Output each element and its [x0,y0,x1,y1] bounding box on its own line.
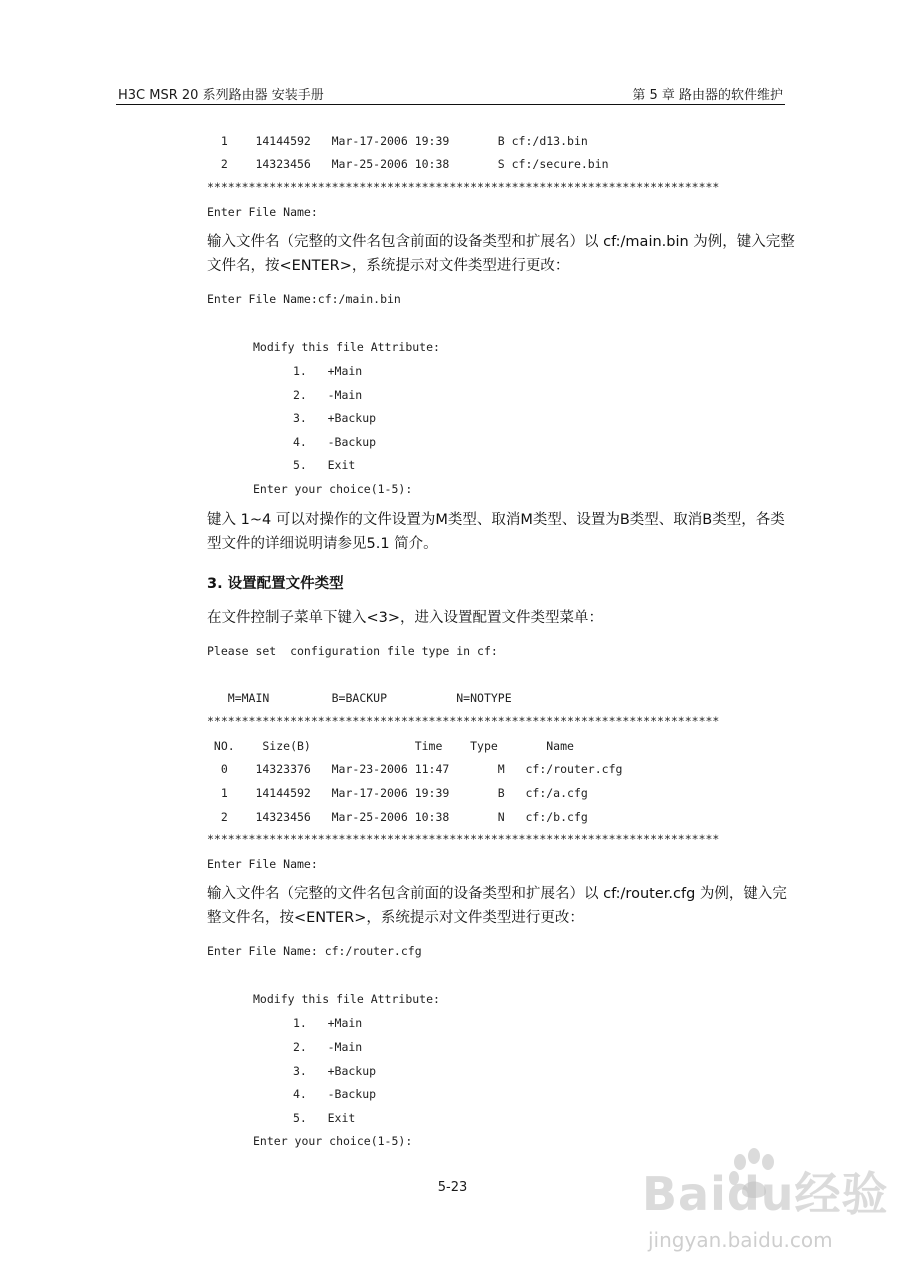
menu-item: 1. +Main [293,1016,363,1030]
star-separator: ************************************************************************** [207,714,720,728]
section-heading: 3. 设置配置文件类型 [207,576,344,592]
table-row: 0 14323376 Mar-23-2006 11:47 M cf:/router.cfg [207,762,623,776]
watermark-url: jingyan.baidu.com [648,1228,833,1252]
paragraph-2: 键入 1~4 可以对操作的文件设置为M类型、取消M类型、设置为B类型、取消B类型，各类型文件的详细说明请参见5.1 简介。 [207,512,785,552]
menu-choice-prompt: Enter your choice(1-5): [253,1134,413,1148]
menu-item: 4. -Backup [293,1087,377,1101]
table-row: 1 14144592 Mar-17-2006 19:39 B cf:/a.cfg [207,786,588,800]
enter-file-input-2: Enter File Name: cf:/router.cfg [207,944,422,958]
menu-title: Modify this file Attribute: [253,340,440,354]
enter-file-prompt: Enter File Name: [207,857,318,871]
star-separator: ************************************************************************** [207,180,720,194]
baidu-watermark [630,1140,890,1270]
star-separator: ************************************************************************** [207,832,720,846]
menu-item: 1. +Main [293,364,363,378]
menu-choice-prompt: Enter your choice(1-5): [253,482,413,496]
menu-title: Modify this file Attribute: [253,992,440,1006]
file-row: 2 14323456 Mar-25-2006 10:38 S cf:/secure.bin [207,157,609,171]
header-right: 第 5 章 路由器的软件维护 [632,88,783,103]
config-type-title: Please set configuration file type in cf: [207,644,498,658]
paragraph-3: 在文件控制子菜单下键入<3>，进入设置配置文件类型菜单： [207,610,604,626]
watermark-logo-text: Baidu经验 [642,1167,889,1221]
header-rule [116,104,785,105]
menu-item: 3. +Backup [293,1064,377,1078]
enter-file-input-1: Enter File Name:cf:/main.bin [207,292,401,306]
page-number: 5-23 [437,1180,468,1195]
file-row: 1 14144592 Mar-17-2006 19:39 B cf:/d13.bin [207,134,588,148]
enter-file-prompt: Enter File Name: [207,205,318,219]
header-left: H3C MSR 20 系列路由器 安装手册 [118,88,324,103]
menu-item: 4. -Backup [293,435,377,449]
table-header: NO. Size(B) Time Type Name [207,739,574,753]
type-legend: M=MAIN B=BACKUP N=NOTYPE [207,691,512,705]
menu-item: 3. +Backup [293,411,377,425]
menu-item: 2. -Main [293,1040,363,1054]
paragraph-1: 输入文件名（完整的文件名包含前面的设备类型和扩展名）以 cf:/main.bin 为例，键入完整文件名，按<ENTER>，系统提示对文件类型进行更改： [207,234,795,274]
menu-item: 2. -Main [293,388,363,402]
menu-item: 5. Exit [293,458,356,472]
table-row: 2 14323456 Mar-25-2006 10:38 N cf:/b.cfg [207,810,588,824]
paragraph-4: 输入文件名（完整的文件名包含前面的设备类型和扩展名）以 cf:/router.cfg 为例，键入完整文件名，按<ENTER>，系统提示对文件类型进行更改： [207,886,787,926]
menu-item: 5. Exit [293,1111,356,1125]
